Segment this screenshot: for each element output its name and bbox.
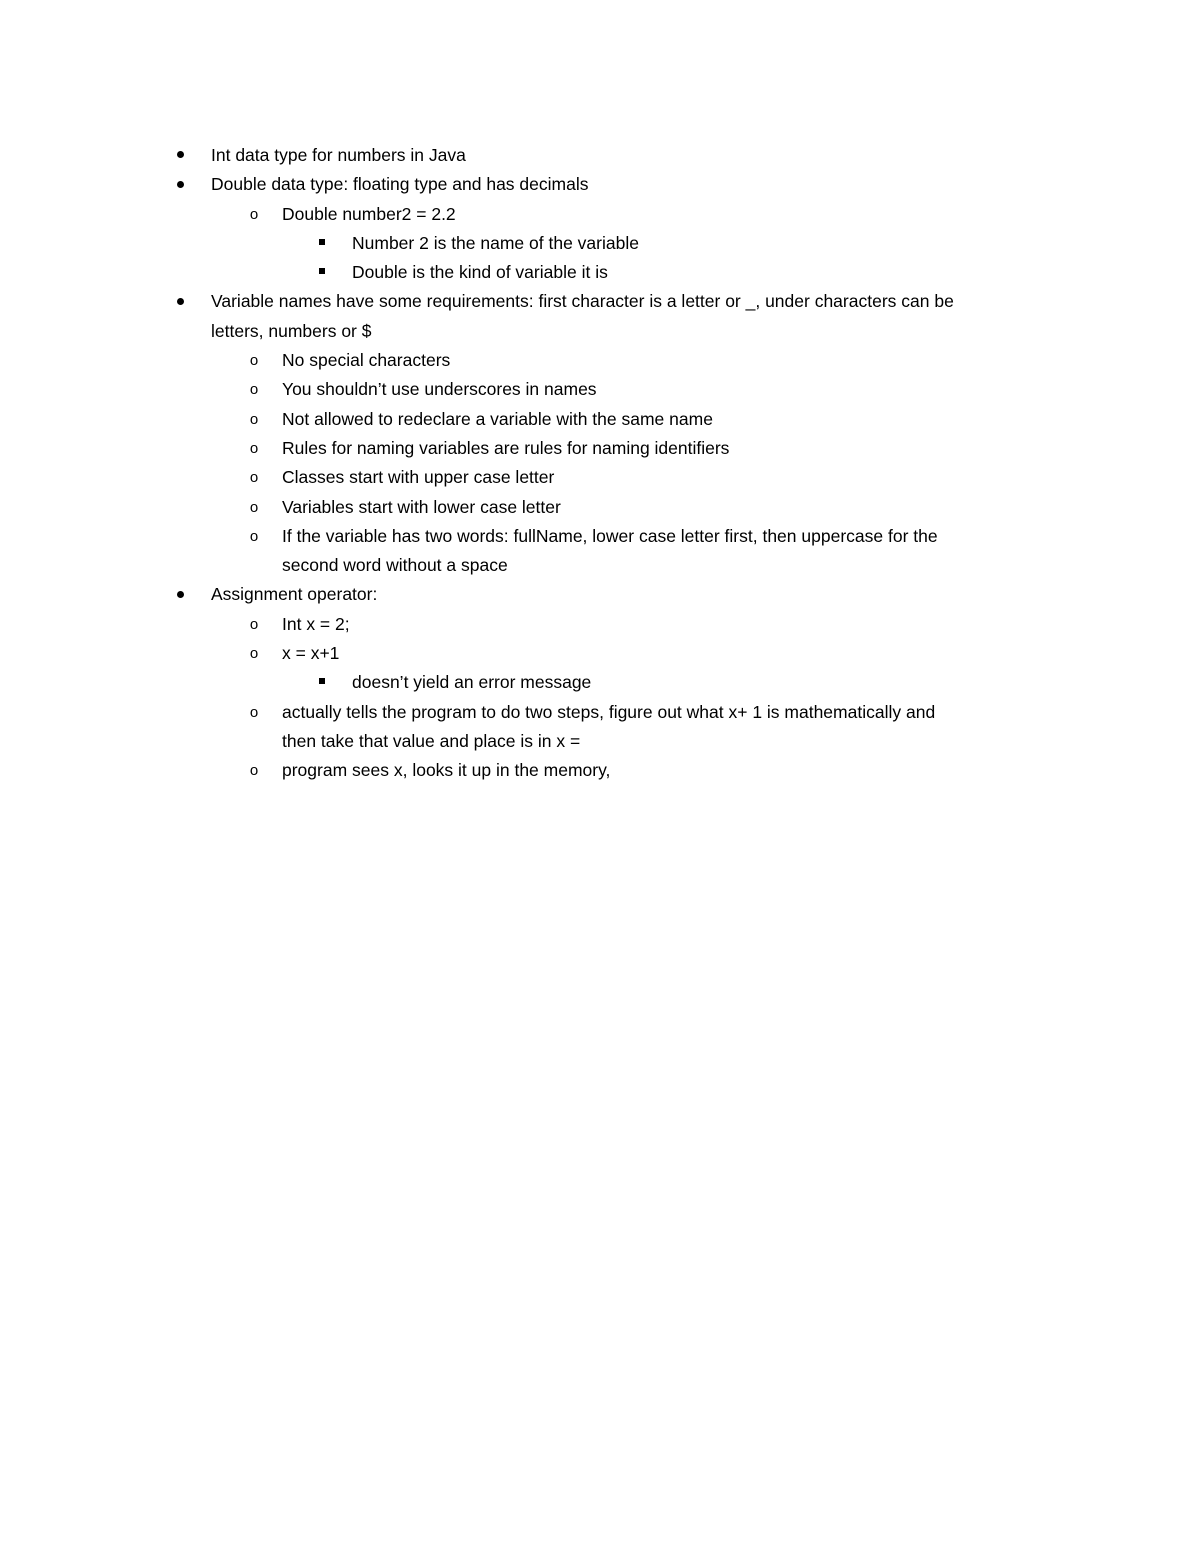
list-item-continuation: [0, 551, 1200, 580]
list-item: [0, 200, 1200, 229]
bullet-circle-icon: o: [249, 352, 259, 370]
bullet-circle-icon: o: [249, 703, 259, 721]
list-item: [0, 229, 1200, 258]
list-item-text: Double is the kind of variable it is: [352, 262, 608, 283]
list-item-text: letters, numbers or $: [211, 320, 372, 341]
list-item-text: second word without a space: [282, 555, 508, 576]
list-item-text: Variables start with lower case letter: [282, 496, 561, 517]
list-item-text: Not allowed to redeclare a variable with the same name: [282, 408, 713, 429]
list-item-text: Rules for naming variables are rules for naming identifiers: [282, 437, 730, 458]
list-item: [0, 463, 1200, 492]
bullet-dot-icon: [172, 141, 188, 170]
list-item-text: then take that value and place is in x =: [282, 730, 581, 751]
bullet-square-icon: [314, 258, 330, 287]
list-item: [0, 346, 1200, 375]
bullet-dot-icon: [172, 170, 188, 199]
list-item-text: doesn’t yield an error message: [352, 672, 592, 693]
list-item: [0, 258, 1200, 287]
bullet-circle-icon: o: [249, 498, 259, 516]
bullet-circle-icon: o: [249, 762, 259, 780]
bullet-square-icon: [314, 229, 330, 258]
bullet-circle-icon: o: [249, 439, 259, 457]
list-item: [0, 610, 1200, 639]
list-item-text: x = x+1: [282, 643, 340, 664]
list-item-text: Int x = 2;: [282, 613, 350, 634]
list-item-text: Double data type: floating type and has decimals: [211, 174, 589, 195]
list-item-text: Assignment operator:: [211, 584, 378, 605]
list-item: [0, 756, 1200, 785]
list-item-text: actually tells the program to do two steps, figure out what x+ 1 is mathematically and: [282, 701, 936, 722]
list-item: [0, 580, 1200, 609]
list-item-text: No special characters: [282, 350, 451, 371]
bullet-circle-icon: o: [249, 615, 259, 633]
list-item: [0, 639, 1200, 668]
bullet-dot-icon: [172, 287, 188, 316]
list-item: [0, 493, 1200, 522]
bullet-dot-icon: [172, 580, 188, 609]
list-item: [0, 522, 1200, 551]
bullet-circle-icon: o: [249, 410, 259, 428]
list-item-text: Classes start with upper case letter: [282, 467, 555, 488]
list-item: [0, 287, 1200, 316]
list-item: [0, 434, 1200, 463]
list-item-text: If the variable has two words: fullName, lower case letter first, then uppercase for the: [282, 525, 938, 546]
list-item-text: Double number2 = 2.2: [282, 203, 456, 224]
bullet-circle-icon: o: [249, 527, 259, 545]
list-item-continuation: [0, 317, 1200, 346]
list-item-text: program sees x, looks it up in the memory,: [282, 760, 611, 781]
list-item-text: Int data type for numbers in Java: [211, 145, 466, 165]
bullet-circle-icon: o: [249, 205, 259, 223]
list-item-text: Number 2 is the name of the variable: [352, 232, 639, 253]
bullet-circle-icon: o: [249, 645, 259, 663]
list-item: [0, 141, 1200, 170]
list-item-text: Variable names have some requirements: first character is a letter or _, under characters can be: [211, 291, 954, 312]
list-item: [0, 375, 1200, 404]
bullet-circle-icon: o: [249, 469, 259, 487]
list-item-text: You shouldn’t use underscores in names: [282, 379, 597, 400]
bullet-square-icon: [314, 668, 330, 697]
list-item-continuation: [0, 727, 1200, 756]
list-item: [0, 668, 1200, 697]
list-item: [0, 698, 1200, 727]
notes-list: [0, 141, 1200, 786]
list-item: [0, 405, 1200, 434]
bullet-circle-icon: o: [249, 381, 259, 399]
list-item: [0, 170, 1200, 199]
